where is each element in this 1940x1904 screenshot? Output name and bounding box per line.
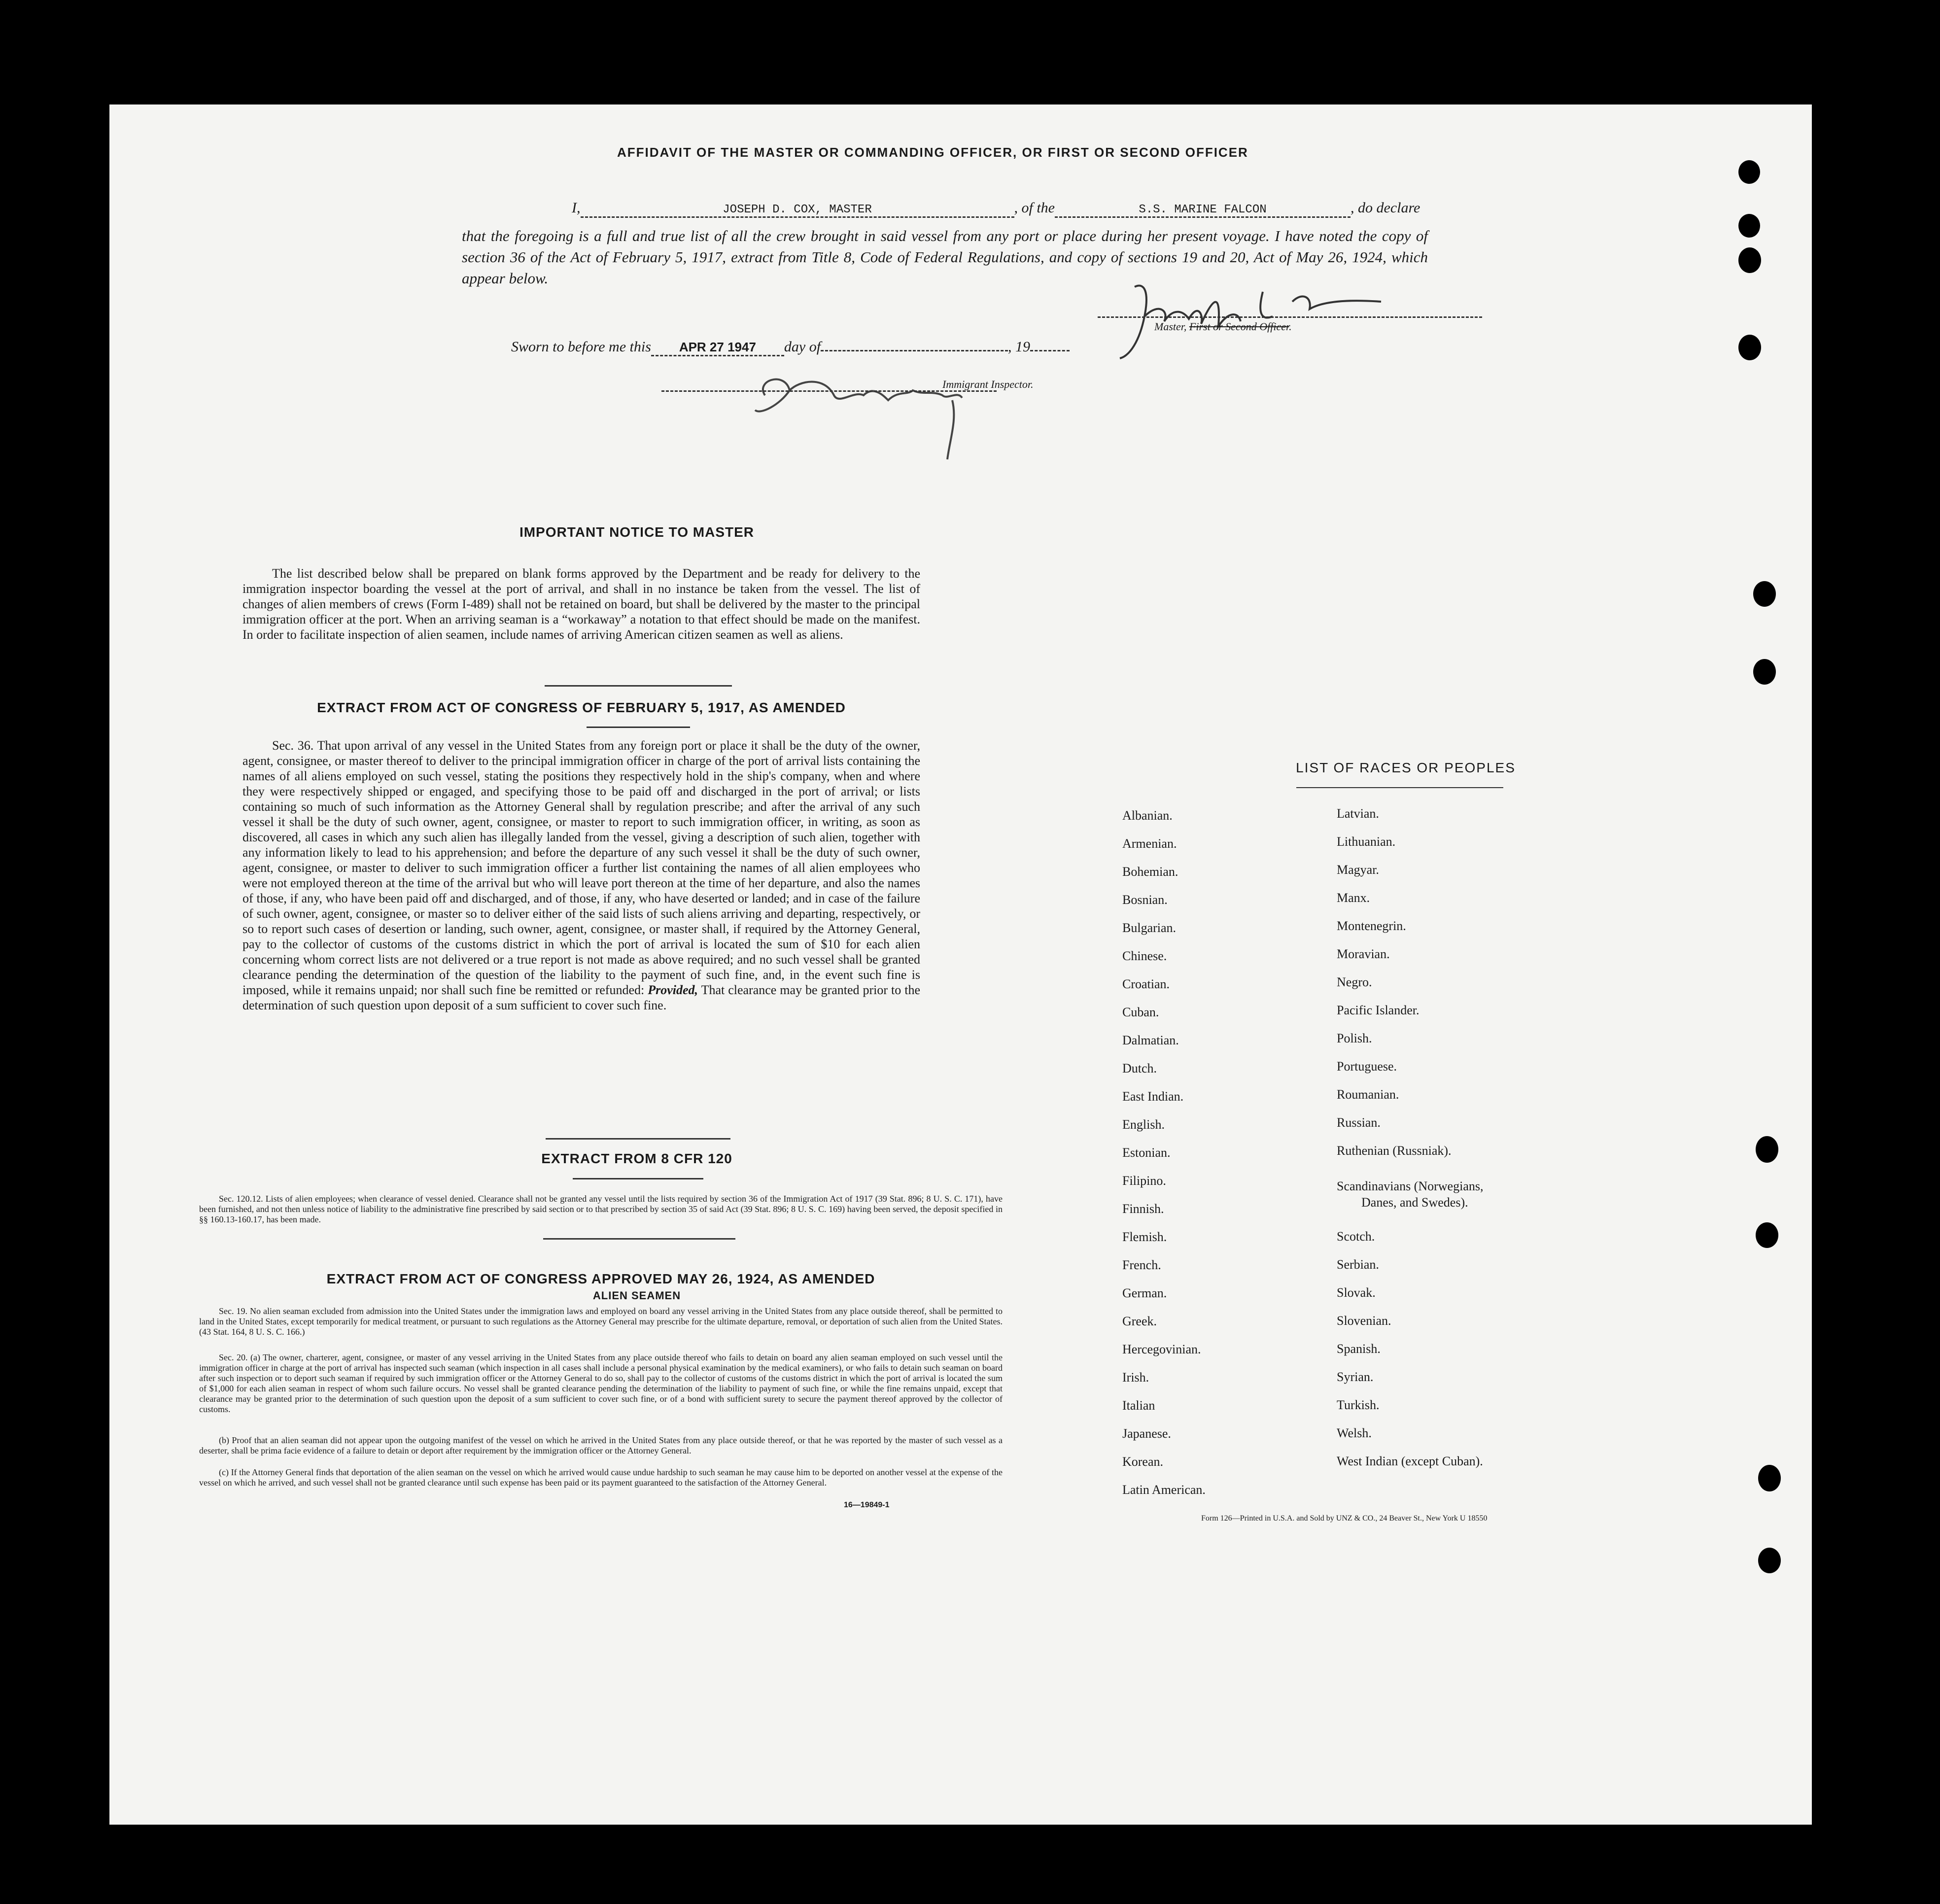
race-item: Korean. xyxy=(1122,1454,1164,1469)
race-item: Spanish. xyxy=(1337,1342,1381,1356)
race-item: Slovak. xyxy=(1337,1285,1376,1300)
race-item: Polish. xyxy=(1337,1031,1372,1045)
vessel-name-field: S.S. MARINE FALCON xyxy=(1055,203,1351,218)
divider-2 xyxy=(587,727,690,728)
race-item: Magyar. xyxy=(1337,863,1379,877)
race-item: Turkish. xyxy=(1337,1398,1380,1412)
race-item: Flemish. xyxy=(1122,1230,1167,1244)
race-item: Hercegovinian. xyxy=(1122,1342,1201,1356)
form-page xyxy=(109,104,1812,1825)
punch-hole xyxy=(1738,247,1761,273)
race-item: Danes, and Swedes). xyxy=(1361,1195,1468,1210)
race-item: German. xyxy=(1122,1286,1167,1300)
i-label: I, xyxy=(572,200,581,216)
race-item: Dutch. xyxy=(1122,1061,1157,1075)
race-item: Negro. xyxy=(1337,975,1372,989)
sec-19-paragraph: Sec. 19. No alien seaman excluded from admission into the United States under the immigration laws and employed on board any vessel arriving in the United States from any place outside thereof, shall be permitted to land in the United States, except temporarily for medical treatment, or pursuant to such regulations as the Attorney General may prescribe for the ultimate departure, removal, or deportation of such alien from the United States. (43 Stat. 164, 8 U. S. C. 166.) xyxy=(199,1306,1003,1337)
race-item: Welsh. xyxy=(1337,1426,1372,1440)
punch-hole xyxy=(1738,335,1761,360)
race-item: Serbian. xyxy=(1337,1257,1379,1272)
race-item: Scandinavians (Norwegians, xyxy=(1337,1179,1484,1193)
punch-hole xyxy=(1738,214,1760,238)
divider-5 xyxy=(543,1238,735,1240)
race-item: Armenian. xyxy=(1122,836,1177,851)
sec-20a-paragraph: Sec. 20. (a) The owner, charterer, agent, consignee, or master of any vessel arriving in the United States from any place outside thereof who fails to detain on board any alien seaman employed on such vessel until the immigration officer in charge at the port of arrival has inspected such seaman (which inspection in all cases shall include a personal physical examination by the medical examiners), or who fails to detain such seaman on board after such inspection or to deport such seaman if required by such immigration officer or the Attorney General to do so, shall pay to the collector of customs of the customs district in which the port of arrival is located the sum of $1,000 for each alien seaman in respect of whom such failure occurs. No vessel shall be granted clearance pending the determination of the liability to payment of such fine, or while the fine remains unpaid, except that clearance may be granted prior to the determination of such question upon the deposit of a sum sufficient to cover such fine, or of a bond with sufficient surety to secure the payment thereof approved by the collector of customs. xyxy=(199,1352,1003,1414)
races-title-underline xyxy=(1296,787,1503,788)
punch-hole xyxy=(1753,659,1776,685)
do-declare-label: , do declare xyxy=(1351,200,1420,216)
race-item: Bulgarian. xyxy=(1122,921,1177,935)
day-of-label: day of xyxy=(784,339,821,355)
extract-1917-title: EXTRACT FROM ACT OF CONGRESS OF FEBRUARY 5, 1917, AS AMENDED xyxy=(317,700,846,715)
race-item: Finnish. xyxy=(1122,1202,1164,1216)
punch-hole xyxy=(1758,1548,1781,1573)
alien-seamen-subtitle: ALIEN SEAMEN xyxy=(592,1289,681,1302)
form-code: 16—19849-1 xyxy=(844,1501,890,1509)
race-item: Ruthenian (Russniak). xyxy=(1337,1143,1452,1158)
race-item: Lithuanian. xyxy=(1337,834,1396,849)
punch-hole xyxy=(1738,160,1760,184)
month-field xyxy=(821,350,1008,351)
race-item: East Indian. xyxy=(1122,1089,1184,1104)
divider-3 xyxy=(546,1138,730,1140)
extract-1924-title: EXTRACT FROM ACT OF CONGRESS APPROVED MAY 26, 1924, AS AMENDED xyxy=(326,1271,875,1286)
race-item: Roumanian. xyxy=(1337,1087,1399,1102)
provided-term: Provided, xyxy=(648,983,698,997)
race-item: Portuguese. xyxy=(1337,1059,1397,1073)
race-item: Estonian. xyxy=(1122,1145,1171,1160)
divider-1 xyxy=(545,685,732,687)
year-field xyxy=(1030,350,1070,351)
race-item: Cuban. xyxy=(1122,1005,1159,1019)
race-item: Pacific Islander. xyxy=(1337,1003,1420,1017)
notice-body: The list described below shall be prepared on blank forms approved by the Department and be ready for delivery to the immigration inspector boarding the vessel at the port of arrival, and shall in no instance be taken from the vessel. The list of changes of alien members of crews (Form I-489) shall not be retained on board, but shall be delivered by the master to the principal immigration officer at the port. When an arriving seaman is a “workaway” a notation to that effect should be made on the manifest. In order to facilitate inspection of alien seamen, include names of arriving American citizen seamen as well as aliens. xyxy=(242,566,920,642)
race-item: Bosnian. xyxy=(1122,893,1168,907)
race-item: Filipino. xyxy=(1122,1174,1166,1188)
punch-hole xyxy=(1753,581,1776,607)
punch-hole xyxy=(1758,1465,1781,1491)
races-title: LIST OF RACES OR PEOPLES xyxy=(1296,760,1516,775)
race-item: Syrian. xyxy=(1337,1370,1374,1384)
race-item: West Indian (except Cuban). xyxy=(1337,1454,1483,1468)
sec-20c-paragraph: (c) If the Attorney General finds that deportation of the alien seaman on the vessel on which he arrived would cause undue hardship to such seaman he may cause him to be deported on another vessel at the expense of the vessel on which he arrived, and such vessel shall not be granted clearance until such expense has been paid or its payment guaranteed to the satisfaction of the Attorney General. xyxy=(199,1467,1003,1488)
race-item: Albanian. xyxy=(1122,808,1173,823)
race-item: Scotch. xyxy=(1337,1229,1375,1244)
race-item: Croatian. xyxy=(1122,977,1170,991)
declaration-line xyxy=(572,200,1420,218)
affidavit-body: that the foregoing is a full and true list of all the crew brought in said vessel from any port or place during her present voyage. I have noted the copy of section 36 of the Act of February 5, 1917, extract from Title 8, Code of Federal Regulations, and copy of sections 19 and 20, Act of May 26, 1924, which appear below. xyxy=(462,227,1428,287)
race-item: French. xyxy=(1122,1258,1161,1272)
of-the-label: , of the xyxy=(1014,200,1055,216)
affidavit-title: AFFIDAVIT OF THE MASTER OR COMMANDING OFFICER, OR FIRST OR SECOND OFFICER xyxy=(617,145,1248,160)
race-item: Greek. xyxy=(1122,1314,1157,1328)
divider-4 xyxy=(573,1178,703,1179)
sworn-date-stamp: APR 27 1947 xyxy=(651,340,784,356)
race-item: Dalmatian. xyxy=(1122,1033,1179,1047)
inspector-caption: Immigrant Inspector. xyxy=(942,378,1034,390)
punch-hole xyxy=(1756,1222,1778,1248)
race-item: Chinese. xyxy=(1122,949,1167,963)
year-prefix: , 19 xyxy=(1008,339,1031,355)
race-item: Latvian. xyxy=(1337,806,1379,821)
race-item: Bohemian. xyxy=(1122,865,1178,879)
race-item: Russian. xyxy=(1337,1115,1381,1130)
sworn-line xyxy=(511,339,1070,356)
race-item: Latin American. xyxy=(1122,1483,1206,1497)
race-item: English. xyxy=(1122,1117,1165,1132)
notice-title: IMPORTANT NOTICE TO MASTER xyxy=(519,524,755,540)
race-item: Slovenian. xyxy=(1337,1314,1391,1328)
sec-36-label: Sec. 36. xyxy=(272,738,314,753)
declarant-name-field: JOSEPH D. COX, MASTER xyxy=(581,203,1014,218)
punch-hole xyxy=(1756,1136,1778,1163)
race-item: Japanese. xyxy=(1122,1426,1171,1441)
race-item: Montenegrin. xyxy=(1337,919,1406,933)
struck-officer-text: First or Second Officer xyxy=(1189,320,1289,333)
race-item: Irish. xyxy=(1122,1370,1149,1385)
extract-cfr-title: EXTRACT FROM 8 CFR 120 xyxy=(541,1151,732,1166)
race-item: Italian xyxy=(1122,1398,1155,1413)
race-item: Moravian. xyxy=(1337,947,1390,961)
form-printer-line: Form 126—Printed in U.S.A. and Sold by UNZ & CO., 24 Beaver St., New York U 18550 xyxy=(1201,1514,1488,1523)
inspector-signature xyxy=(726,361,1071,464)
extract-1917-body: Sec. 36. That upon arrival of any vessel in the United States from any foreign port or place it shall be the duty of the owner, agent, consignee, or master thereof to deliver to the principal immigration officer in charge of the port of arrival lists containing the names of all aliens employed on such vessel, stating the positions they respectively hold in the ship's company, when and where they were respectively shipped or engaged, and specifying those to be paid off and discharged in the port of arrival; or lists containing so much of such information as the Attorney General shall by regulation prescribe; and after the arrival of any such vessel it shall be the duty of such owner, agent, consignee, or master to report to such immigration officer, in writing, as soon as discovered, all cases in which any such alien has illegally landed from the vessel, giving a description of such alien, together with any information likely to lead to his apprehension; and before the departure of any such vessel it shall be the duty of such owner, agent, consignee, or master to deliver to such immigration officer a further list containing the names of all alien employees who were not employed thereon at the time of the arrival but who will leave port thereon at the time of her departure, and also the names of those, if any, who have been paid off and discharged, and of those, if any, who have deserted or landed; and in case of the failure of such owner, agent, consignee, or master so to deliver either of the said lists of such aliens arriving and departing, respectively, or so to report such cases of desertion or landing, such owner, agent, consignee, or master shall, if required by the Attorney General, pay to the collector of customs of the customs district in which the port of arrival is located the sum of $10 for each alien concerning whom correct lists are not delivered or a true report is not made as above required; and no such vessel shall be granted clearance pending the determination of the question of the liability to the payment of such fine, and, in the event such fine is imposed, while it remains unpaid; nor shall such fine be remitted or refunded: Provided, That clearance may be granted prior to the determination of such question upon deposit of a sum sufficient to cover such fine. xyxy=(242,738,921,1012)
race-item: Manx. xyxy=(1337,891,1370,905)
sec-20b-paragraph: (b) Proof that an alien seaman did not appear upon the outgoing manifest of the vessel on which he arrived in the United States from any place outside thereof, or that he was reported by the master of such vessel as a deserter, shall be prima facie evidence of a failure to detain or deport after requirement by the immigration officer or the Attorney General. xyxy=(199,1435,1003,1455)
extract-cfr-body: Sec. 120.12. Lists of alien employees; when clearance of vessel denied. Clearance shall not be granted any vessel until the lists required by section 36 of the Immigration Act of 1917 (39 Stat. 896; 8 U. S. C. 171), have been furnished, and not then unless notice of liability to the administrative fine prescribed by said section or to that prescribed by section 35 of said Act (39 Stat. 896; 8 U. S. C. 169) having been served, the deposit specified in §§ 160.13-160.17, has been made. xyxy=(199,1194,1003,1224)
sworn-label: Sworn to before me this xyxy=(511,339,651,355)
master-signature-caption: Master, First or Second Officer. xyxy=(1154,320,1292,333)
master-signature xyxy=(1115,272,1460,366)
master-signature-line xyxy=(1098,316,1482,318)
